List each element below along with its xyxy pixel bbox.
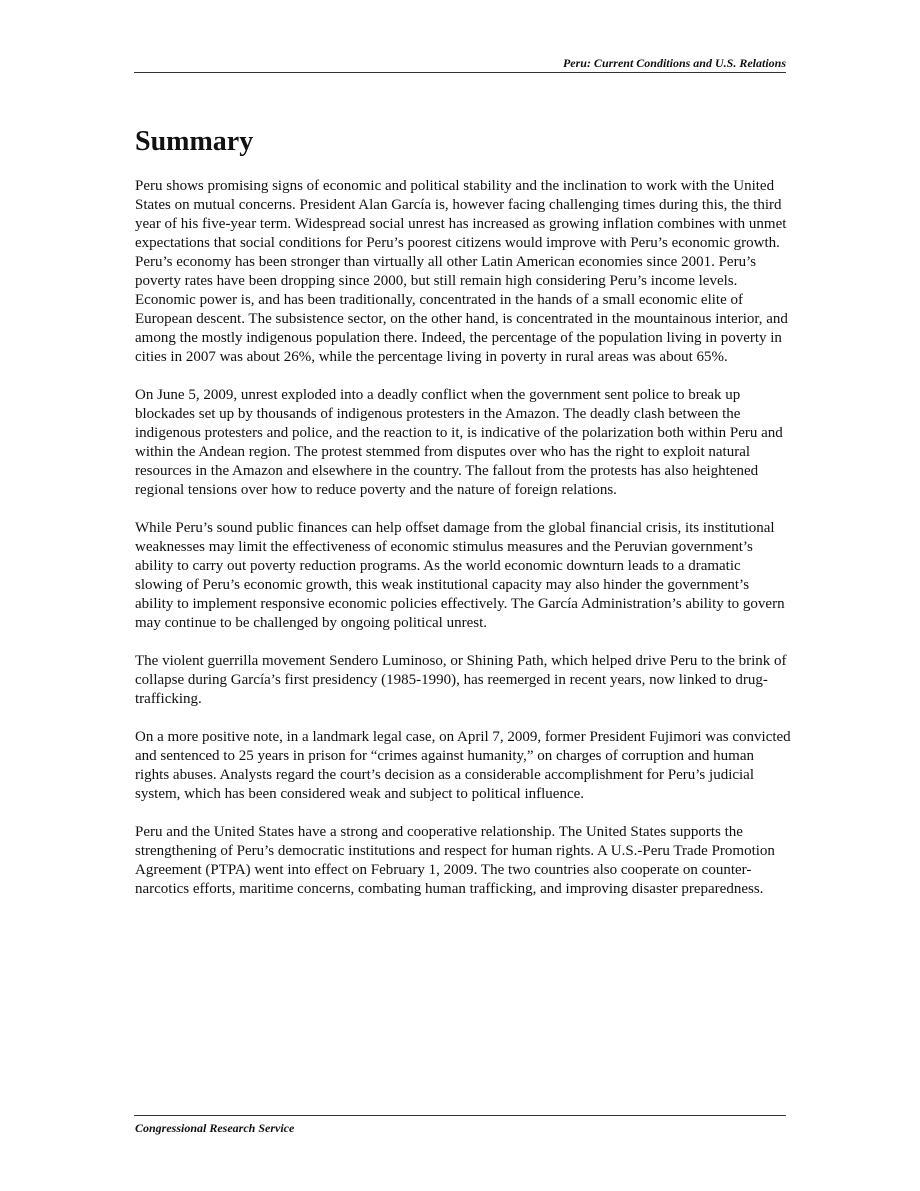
running-header: Peru: Current Conditions and U.S. Relations [134,54,786,73]
paragraph-fujimori-case: On a more positive note, in a landmark legal case, on April 7, 2009, former President Fujimori was convicted and sentenced to 25 years in prison for “crimes against humanity,” on charges of corruption and human rights abuses. Analysts regard the court’s decision as a considerable accomplishment for Peru’s judicial system, which has been considered weak and subject to political influence. [135,729,791,802]
footer-rule [134,1115,786,1116]
paragraph-shining-path: The violent guerrilla movement Sendero Luminoso, or Shining Path, which helped drive Peru to the brink of collapse during García’s first presidency (1985-1990), has reemerged in recent years, now linked to drug-trafficking. [135,653,787,707]
paragraph-economic-overview: Peru shows promising signs of economic and political stability and the inclination to work with the United States on mutual concerns. President Alan García is, however facing challenging times during this, the third year of his five-year term. Widespread social unrest has increased as growing inflation combines with unmet expectations that social conditions for Peru’s poorest citizens would improve with Peru’s economic growth. Peru’s economy has been stronger than virtually all other Latin American economies since 2001. Peru’s poverty rates have been dropping since 2000, but still remain high considering Peru’s income levels. Economic power is, and has been traditionally, concentrated in the hands of a small economic elite of European descent. The subsistence sector, on the other hand, is concentrated in the mountainous interior, and among the mostly indigenous population there. Indeed, the percentage of the population living in poverty in cities in 2007 was about 26%, while the percentage living in poverty in rural areas was about 65%. [135,178,788,365]
paragraph-amazon-conflict: On June 5, 2009, unrest exploded into a deadly conflict when the government sent police to break up blockades set up by thousands of indigenous protesters in the Amazon. The deadly clash between the indigenous protesters and police, and the reaction to it, is indicative of the polarization both within Peru and within the Andean region. The protest stemmed from disputes over who has the right to exploit natural resources in the Amazon and elsewhere in the country. The fallout from the protests has also heightened regional tensions over how to reduce poverty and the nature of foreign relations. [135,387,783,498]
section-title: Summary [135,126,254,157]
summary-body [135,177,791,918]
paragraph-us-relations: Peru and the United States have a strong and cooperative relationship. The United States supports the strengthening of Peru’s democratic institutions and respect for human rights. A U.S.-Peru Trade Promotion Agreement (PTPA) went into effect on February 1, 2009. The two countries also cooperate on counter-narcotics efforts, maritime concerns, combating human trafficking, and improving disaster preparedness. [135,824,775,897]
running-footer: Congressional Research Service [135,1121,295,1135]
paragraph-financial-crisis: While Peru’s sound public finances can help offset damage from the global financial crisis, its institutional weaknesses may limit the effectiveness of economic stimulus measures and the Peruvian government’s ability to carry out poverty reduction programs. As the world economic downturn leads to a dramatic slowing of Peru’s economic growth, this weak institutional capacity may also hinder the government’s ability to implement responsive economic policies effectively. The García Administration’s ability to govern may continue to be challenged by ongoing political unrest. [135,520,785,631]
